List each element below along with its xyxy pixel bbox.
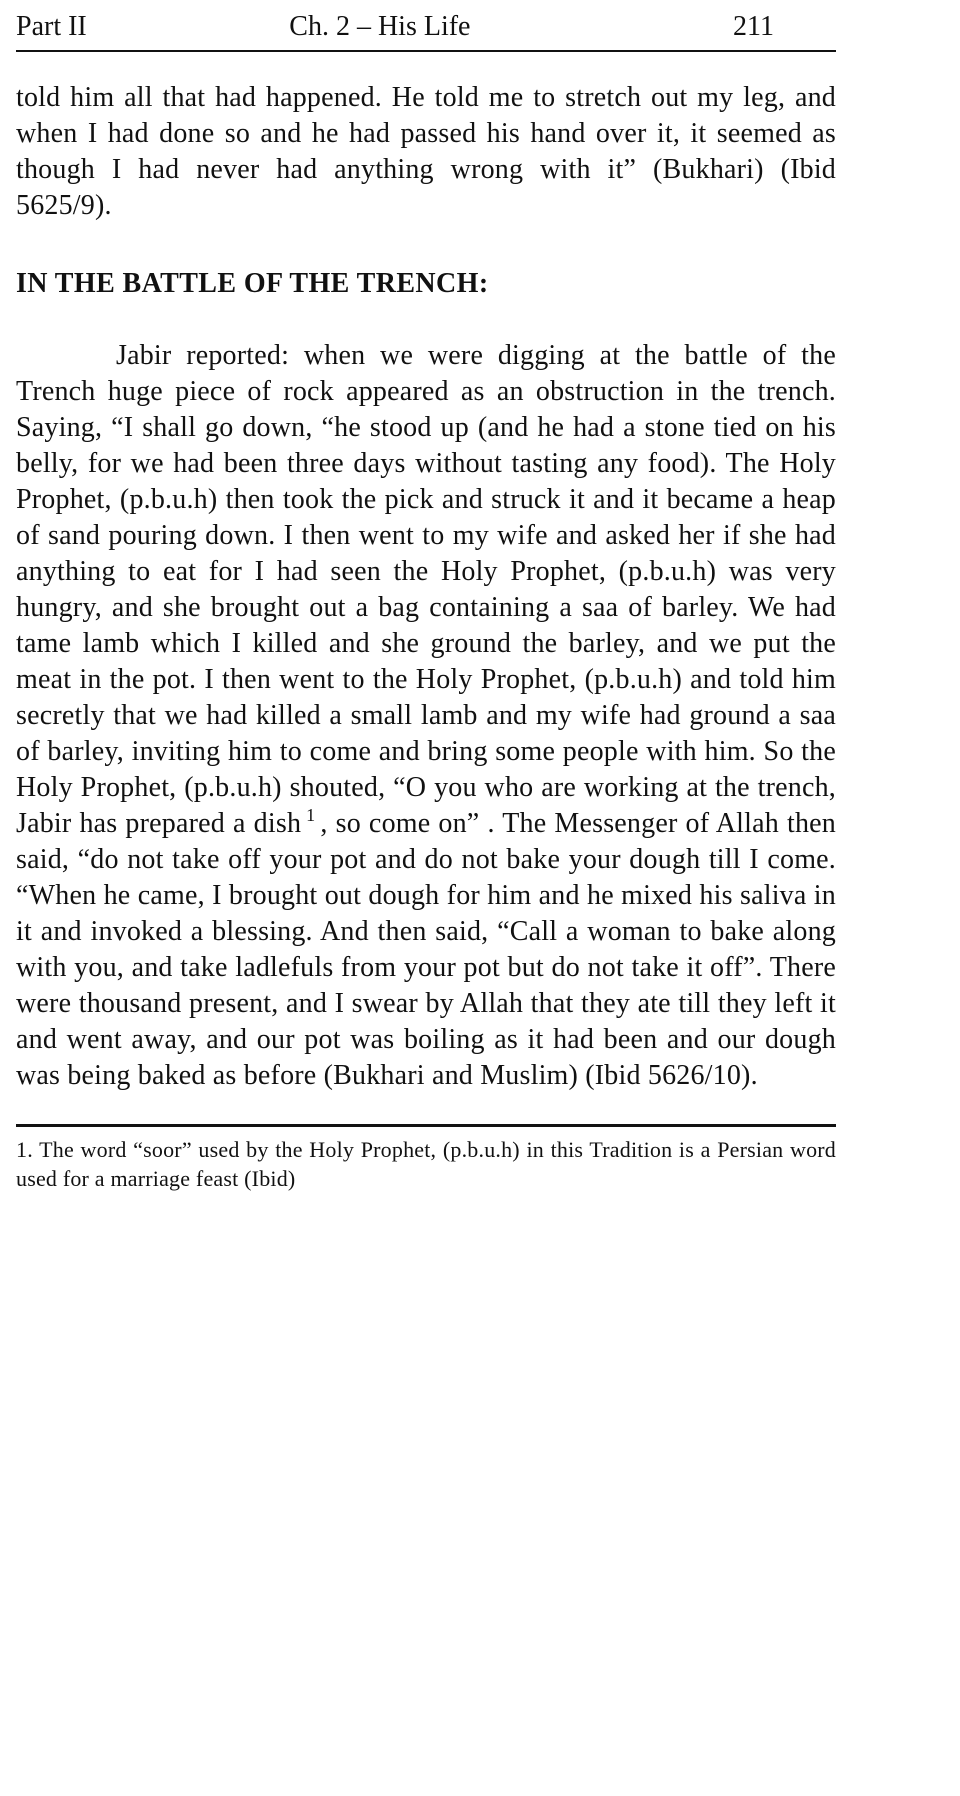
header-rule [16, 50, 836, 52]
header-page-number: 211 [733, 11, 774, 42]
page-header [16, 8, 836, 50]
paragraph-narration-part2: , so come on” . The Messenger of Allah then said, “do not take off your pot and do not bake your dough till I come. “When he came, I brought out dough for him and he mixed his saliva in it and invoked a blessing. And then said, “Call a woman to bake along with you, and take ladlefuls from your pot but do not take it off”. There were thousand present, and I swear by Allah that they ate till they left it and went away, and our pot was boiling as it had been and our dough was being baked as before (Bukhari and Muslim) (Ibid 5626/10). [16, 807, 836, 1091]
header-part-label: Part II [16, 11, 87, 42]
header-chapter-title: Ch. 2 – His Life [289, 11, 471, 42]
paragraph-narration [16, 338, 836, 1094]
footnote-text: 1. The word “soor” used by the Holy Prophet, (p.b.u.h) in this Tradition is a Persian word used for a marriage feast (Ibid) [16, 1136, 836, 1191]
paragraph-narration-part1: Jabir reported: when we were digging at the battle of the Trench huge piece of rock appeared as an obstruction in the trench. Saying, “I shall go down, “he stood up (and he had a stone tied on his belly, for we had been three days without tasting any food). The Holy Prophet, (p.b.u.h) then took the pick and struck it and it became a heap of sand pouring down. I then went to my wife and asked her if she had anything to eat for I had seen the Holy Prophet, (p.b.u.h) was very hungry, and she brought out a bag containing a saa of barley. We had tame lamb which I killed and she ground the barley, and we put the meat in the pot. I then went to the Holy Prophet, (p.b.u.h) and told him secretly that we had killed a small lamb and my wife had ground a saa of barley, inviting him to come and bring some people with him. So the Holy Prophet, (p.b.u.h) shouted, “O you who are working at the trench, Jabir has prepared a dish [16, 339, 836, 839]
section-heading: IN THE BATTLE OF THE TRENCH: [16, 267, 489, 299]
footnote-rule [16, 1124, 836, 1127]
footnote-ref-superscript: 1 [306, 805, 316, 826]
paragraph-continued: told him all that had happened. He told me to stretch out my leg, and when I had done so and he had passed his hand over it, it seemed as though I had never had anything wrong with it” (Bukhari) (Ibid 5625/9). [16, 81, 836, 221]
